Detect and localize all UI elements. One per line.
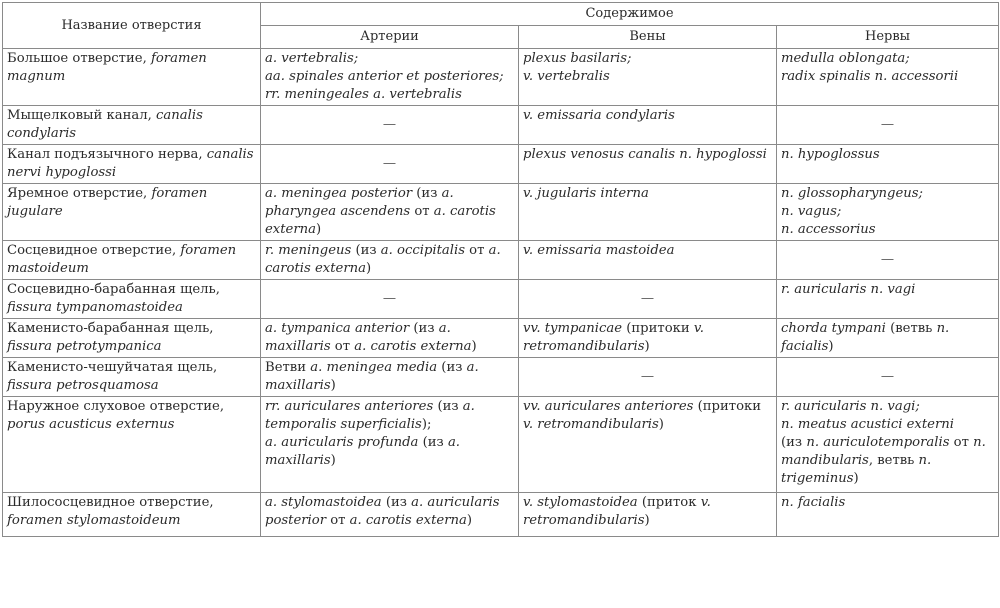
cell-veins: v. stylomastoidea (приток v. retromandibularis) [519, 493, 777, 537]
table-row [3, 397, 999, 493]
cell-foramen-name: Большое отверстие, foramen magnum [3, 49, 261, 106]
cell-nerves: chorda tympani (ветвь n. facialis) [777, 319, 999, 358]
table-row [3, 493, 999, 537]
cell-veins: v. emissaria mastoidea [519, 241, 777, 280]
table-row [3, 145, 999, 184]
cell-veins: vv. tympanicae (притоки v. retromandibularis) [519, 319, 777, 358]
cell-arteries: rr. auriculares anteriores (из a. temporalis superficialis); a. auricularis profunda (из a. maxillaris) [261, 397, 519, 493]
cell-nerves: n. glossopharyngeus; n. vagus; n. accessorius [777, 184, 999, 241]
cell-arteries: a. stylomastoidea (из a. auricularis posterior от a. carotis externa) [261, 493, 519, 537]
cell-arteries: — [261, 106, 519, 145]
cell-veins: plexus venosus canalis n. hypoglossi [519, 145, 777, 184]
cell-veins: v. emissaria condylaris [519, 106, 777, 145]
table-row [3, 184, 999, 241]
cell-arteries: a. vertebralis; aa. spinales anterior et posteriores; rr. meningeales a. vertebralis [261, 49, 519, 106]
cell-nerves: — [777, 106, 999, 145]
cell-foramen-name: Шилососцевидное отверстие, foramen stylomastoideum [3, 493, 261, 537]
cell-foramen-name: Каменисто-чешуйчатая щель, fissura petrosquamosa [3, 358, 261, 397]
table-body [3, 49, 999, 537]
cell-veins: vv. auriculares anteriores (притоки v. retromandibularis) [519, 397, 777, 493]
cell-nerves: medulla oblongata; radix spinalis n. accessorii [777, 49, 999, 106]
header-veins: Вены [519, 26, 777, 49]
table-row [3, 319, 999, 358]
cell-nerves: — [777, 358, 999, 397]
cell-arteries: r. meningeus (из a. occipitalis от a. carotis externa) [261, 241, 519, 280]
cell-nerves: n. hypoglossus [777, 145, 999, 184]
table-row [3, 358, 999, 397]
cell-foramen-name: Сосцевидное отверстие, foramen mastoideum [3, 241, 261, 280]
cell-arteries: a. tympanica anterior (из a. maxillaris от a. carotis externa) [261, 319, 519, 358]
cell-arteries: — [261, 145, 519, 184]
cell-foramen-name: Яремное отверстие, foramen jugulare [3, 184, 261, 241]
cell-veins: — [519, 358, 777, 397]
cell-foramen-name: Канал подъязычного нерва, canalis nervi hypoglossi [3, 145, 261, 184]
table-row [3, 241, 999, 280]
cell-veins: v. jugularis interna [519, 184, 777, 241]
cell-arteries: Ветви a. meningea media (из a. maxillaris) [261, 358, 519, 397]
table-row [3, 280, 999, 319]
header-contents: Содержимое [261, 3, 999, 26]
cell-foramen-name: Наружное слуховое отверстие, porus acusticus externus [3, 397, 261, 493]
table-row [3, 49, 999, 106]
foramina-table [2, 2, 999, 537]
cell-foramen-name: Каменисто-барабанная щель, fissura petrotympanica [3, 319, 261, 358]
cell-nerves: r. auricularis n. vagi; n. meatus acustici externi (из n. auriculotemporalis от n. mandibularis, ветвь n. trigeminus) [777, 397, 999, 493]
header-arteries: Артерии [261, 26, 519, 49]
cell-foramen-name: Мыщелковый канал, canalis condylaris [3, 106, 261, 145]
cell-veins: — [519, 280, 777, 319]
cell-foramen-name: Сосцевидно-барабанная щель, fissura tympanomastoidea [3, 280, 261, 319]
cell-nerves: r. auricularis n. vagi [777, 280, 999, 319]
cell-arteries: — [261, 280, 519, 319]
cell-nerves: n. facialis [777, 493, 999, 537]
cell-nerves: — [777, 241, 999, 280]
header-nerves: Нервы [777, 26, 999, 49]
foramina-table-container [2, 2, 998, 537]
cell-veins: plexus basilaris; v. vertebralis [519, 49, 777, 106]
table-row [3, 106, 999, 145]
cell-arteries: a. meningea posterior (из a. pharyngea ascendens от a. carotis externa) [261, 184, 519, 241]
header-name: Название отверстия [3, 3, 261, 49]
